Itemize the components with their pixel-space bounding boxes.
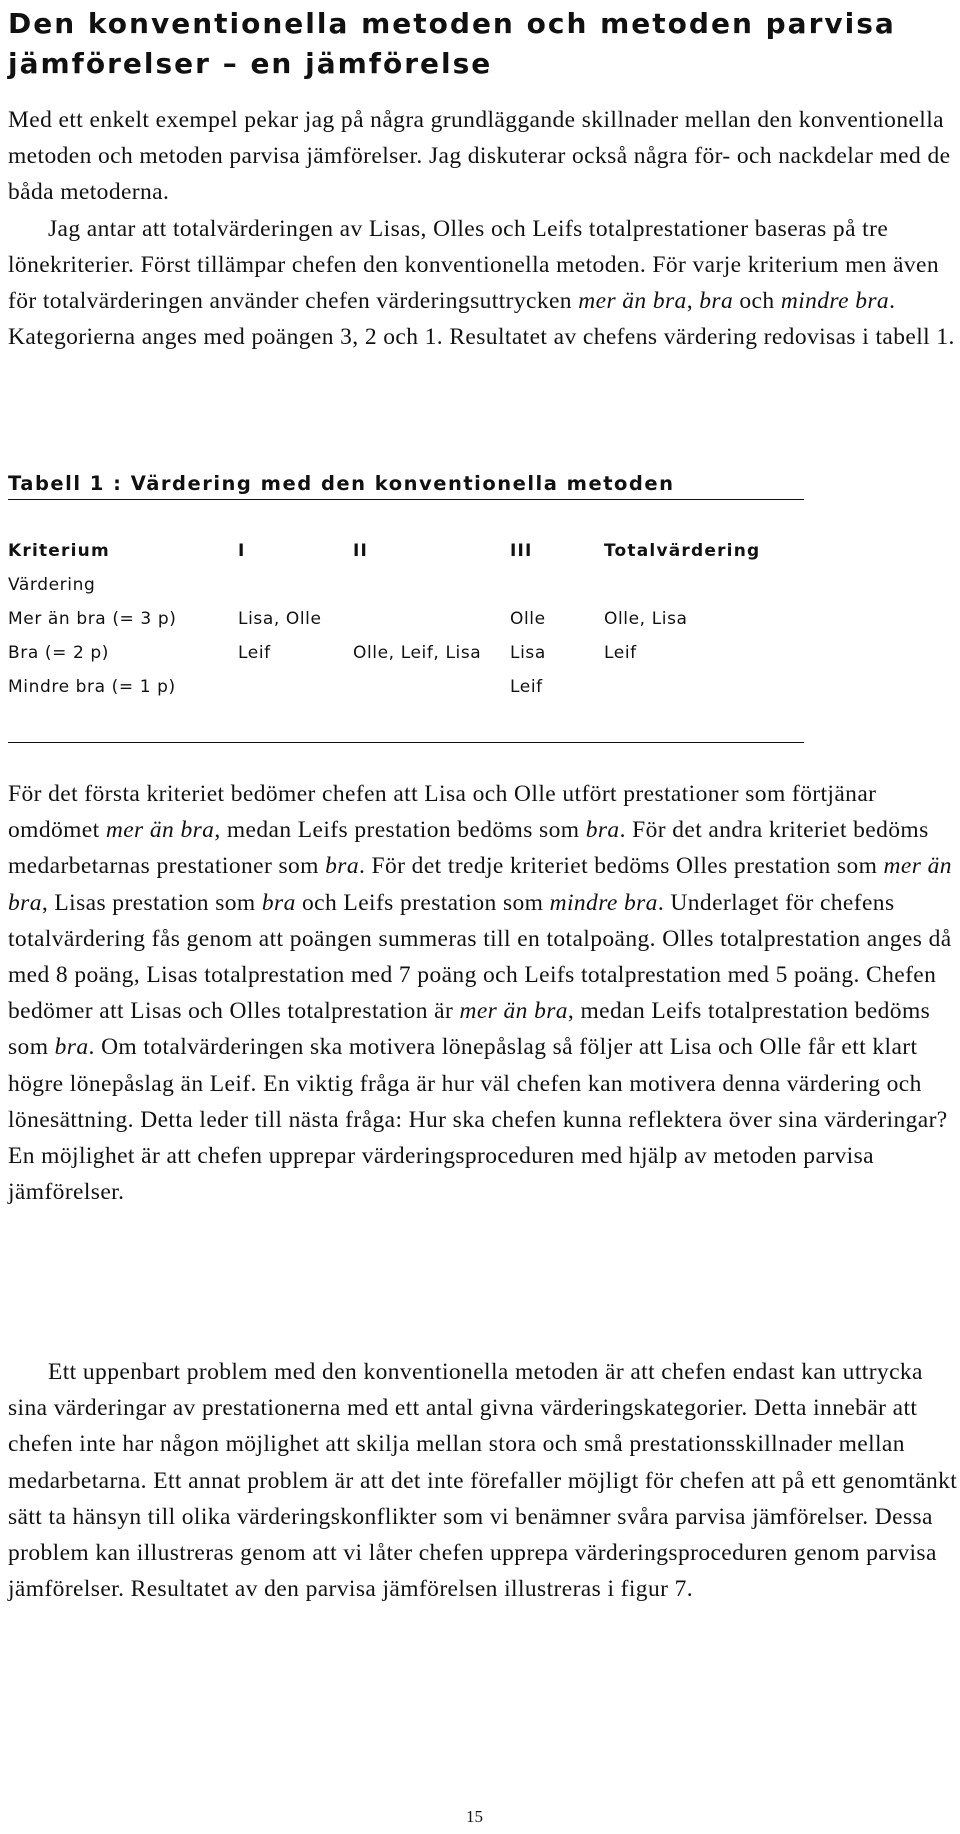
table-row — [8, 670, 804, 704]
analysis-paragraph — [8, 776, 958, 1210]
table-cell: Värdering — [8, 575, 96, 595]
term-mindre-bra: mindre bra — [549, 889, 658, 916]
intro-text-2: Jag antar att totalvärderingen av Lisas, Olles och Leifs totalprestationer baseras på tre lönekriterier. Först tillämpar chefen den konventionella metoden. För varje kriterium men även för totalvärderingen använder chefen värderingsuttrycken — [8, 215, 939, 315]
body-text: Ett uppenbart problem med den konventionella metoden är att chefen endast kan uttrycka sina värderingar av prestationerna med ett antal givna värderingskategorier. Detta innebär att chefen inte har någon möjlighet att skilja mellan stora och små prestationsskillnader mellan medarbetarna. Ett annat problem är att det inte förefaller möjligt för chefen att på ett genomtänkt sätt ta hänsyn till olika värderingskonflikter som vi benämner svåra parvisa jämförelser. Dessa problem kan illustreras genom att vi låter chefen upprepa värderingsproceduren genom parvisa jämförelser. Resultatet av den parvisa jämförelsen illustreras i figur 7. — [8, 1359, 958, 1603]
table-cell: Leif — [510, 677, 543, 697]
page-number: 15 — [466, 1807, 483, 1826]
body-text: , medan Leifs prestation bedöms som — [214, 817, 580, 844]
table-cell: Olle — [510, 609, 546, 629]
term-bra: bra — [699, 288, 734, 315]
table-cell: Leif — [238, 643, 271, 663]
term-mer-an-bra: mer än bra — [578, 288, 687, 315]
term-bra: bra — [585, 817, 620, 844]
table-cell: Leif — [604, 643, 637, 663]
intro-text-1: Med ett enkelt exempel pekar jag på några grundläggande skillnader mellan den konventionella metoden och metoden parvisa jämförelser. Jag diskuterar också några för- och nackdelar med de båda metoderna. — [8, 107, 951, 206]
rating-table — [8, 534, 804, 704]
term-mer-an-bra: mer än bra — [459, 998, 568, 1025]
term-bra: bra — [261, 889, 296, 916]
body-text: . Underlaget för chefens totalvärdering fås genom att poängen summeras till en totalpoäng. Olles totalprestation anges då med 8 poäng, Lisas totalprestation med 7 poäng och Leifs totalprestation med 5 poäng. Chefen bedömer att Lisas och Olles totalprestation är — [8, 889, 952, 1025]
body-text: . För det andra kriteriet bedöms medarbetarnas prestationer som — [8, 817, 929, 880]
table-cell: Bra (= 2 p) — [8, 643, 109, 663]
body-text: och Leifs prestation som — [302, 889, 544, 916]
term-bra: bra — [54, 1034, 89, 1061]
title-line-1: Den konventionella metoden och metoden parvisa — [8, 7, 896, 40]
table-cell: Lisa — [510, 643, 546, 663]
table-bottom-rule — [8, 742, 804, 743]
document-page — [8, 0, 958, 1834]
table-cell: Mer än bra (= 3 p) — [8, 609, 177, 629]
table-top-rule — [8, 499, 804, 500]
term-mer-an-bra: mer än bra — [8, 853, 952, 916]
header-totalvardering: Totalvärdering — [604, 541, 761, 561]
intro-text-3: . Kategorierna anges med poängen 3, 2 och 1. Resultatet av chefens värdering redovisas i tabell 1. — [8, 288, 955, 351]
body-text: , Lisas prestation som — [41, 889, 256, 916]
body-text: , medan Leifs totalprestation bedöms som — [8, 998, 931, 1061]
table-cell: Olle, Leif, Lisa — [353, 643, 482, 663]
intro-paragraph — [8, 102, 958, 355]
table-row — [8, 602, 804, 636]
term-bra: bra — [325, 853, 359, 880]
intro-comma: , — [686, 288, 693, 315]
term-mindre-bra: mindre bra — [780, 288, 890, 315]
body-text: För det första kriteriet bedömer chefen att Lisa och Olle utfört prestationer som förtjänar omdömet — [8, 781, 877, 844]
term-mer-an-bra: mer än bra — [105, 817, 215, 844]
header-criterion-3: III — [510, 541, 533, 561]
header-criterion-2: II — [353, 541, 369, 561]
intro-och: och — [739, 288, 775, 315]
title-line-2: jämförelser – en jämförelse — [8, 47, 493, 80]
table-caption: Tabell 1 : Värdering med den konventionella metoden — [8, 472, 675, 495]
table-cell: Mindre bra (= 1 p) — [8, 677, 176, 697]
table-row — [8, 568, 804, 602]
table-row — [8, 636, 804, 670]
table-cell: Olle, Lisa — [604, 609, 688, 629]
body-text: . Om totalvärderingen ska motivera lönepåslag så följer att Lisa och Olle får ett klart högre lönepåslag än Leif. En viktig fråga är hur väl chefen kan motivera denna värdering och lönesättning. Detta leder till nästa fråga: Hur ska chefen kunna reflektera över sina värderingar? En möjlighet är att chefen upprepar värderingsproceduren med hjälp av metoden parvisa jämförelser. — [8, 1034, 948, 1206]
body-text: . För det tredje kriteriet bedöms Olles prestation som — [359, 853, 878, 880]
header-criterion-1: I — [238, 541, 246, 561]
problem-paragraph — [8, 1354, 958, 1607]
table-header-row — [8, 534, 804, 568]
header-kriterium: Kriterium — [8, 541, 110, 561]
section-title — [8, 4, 958, 84]
table-cell: Lisa, Olle — [238, 609, 322, 629]
